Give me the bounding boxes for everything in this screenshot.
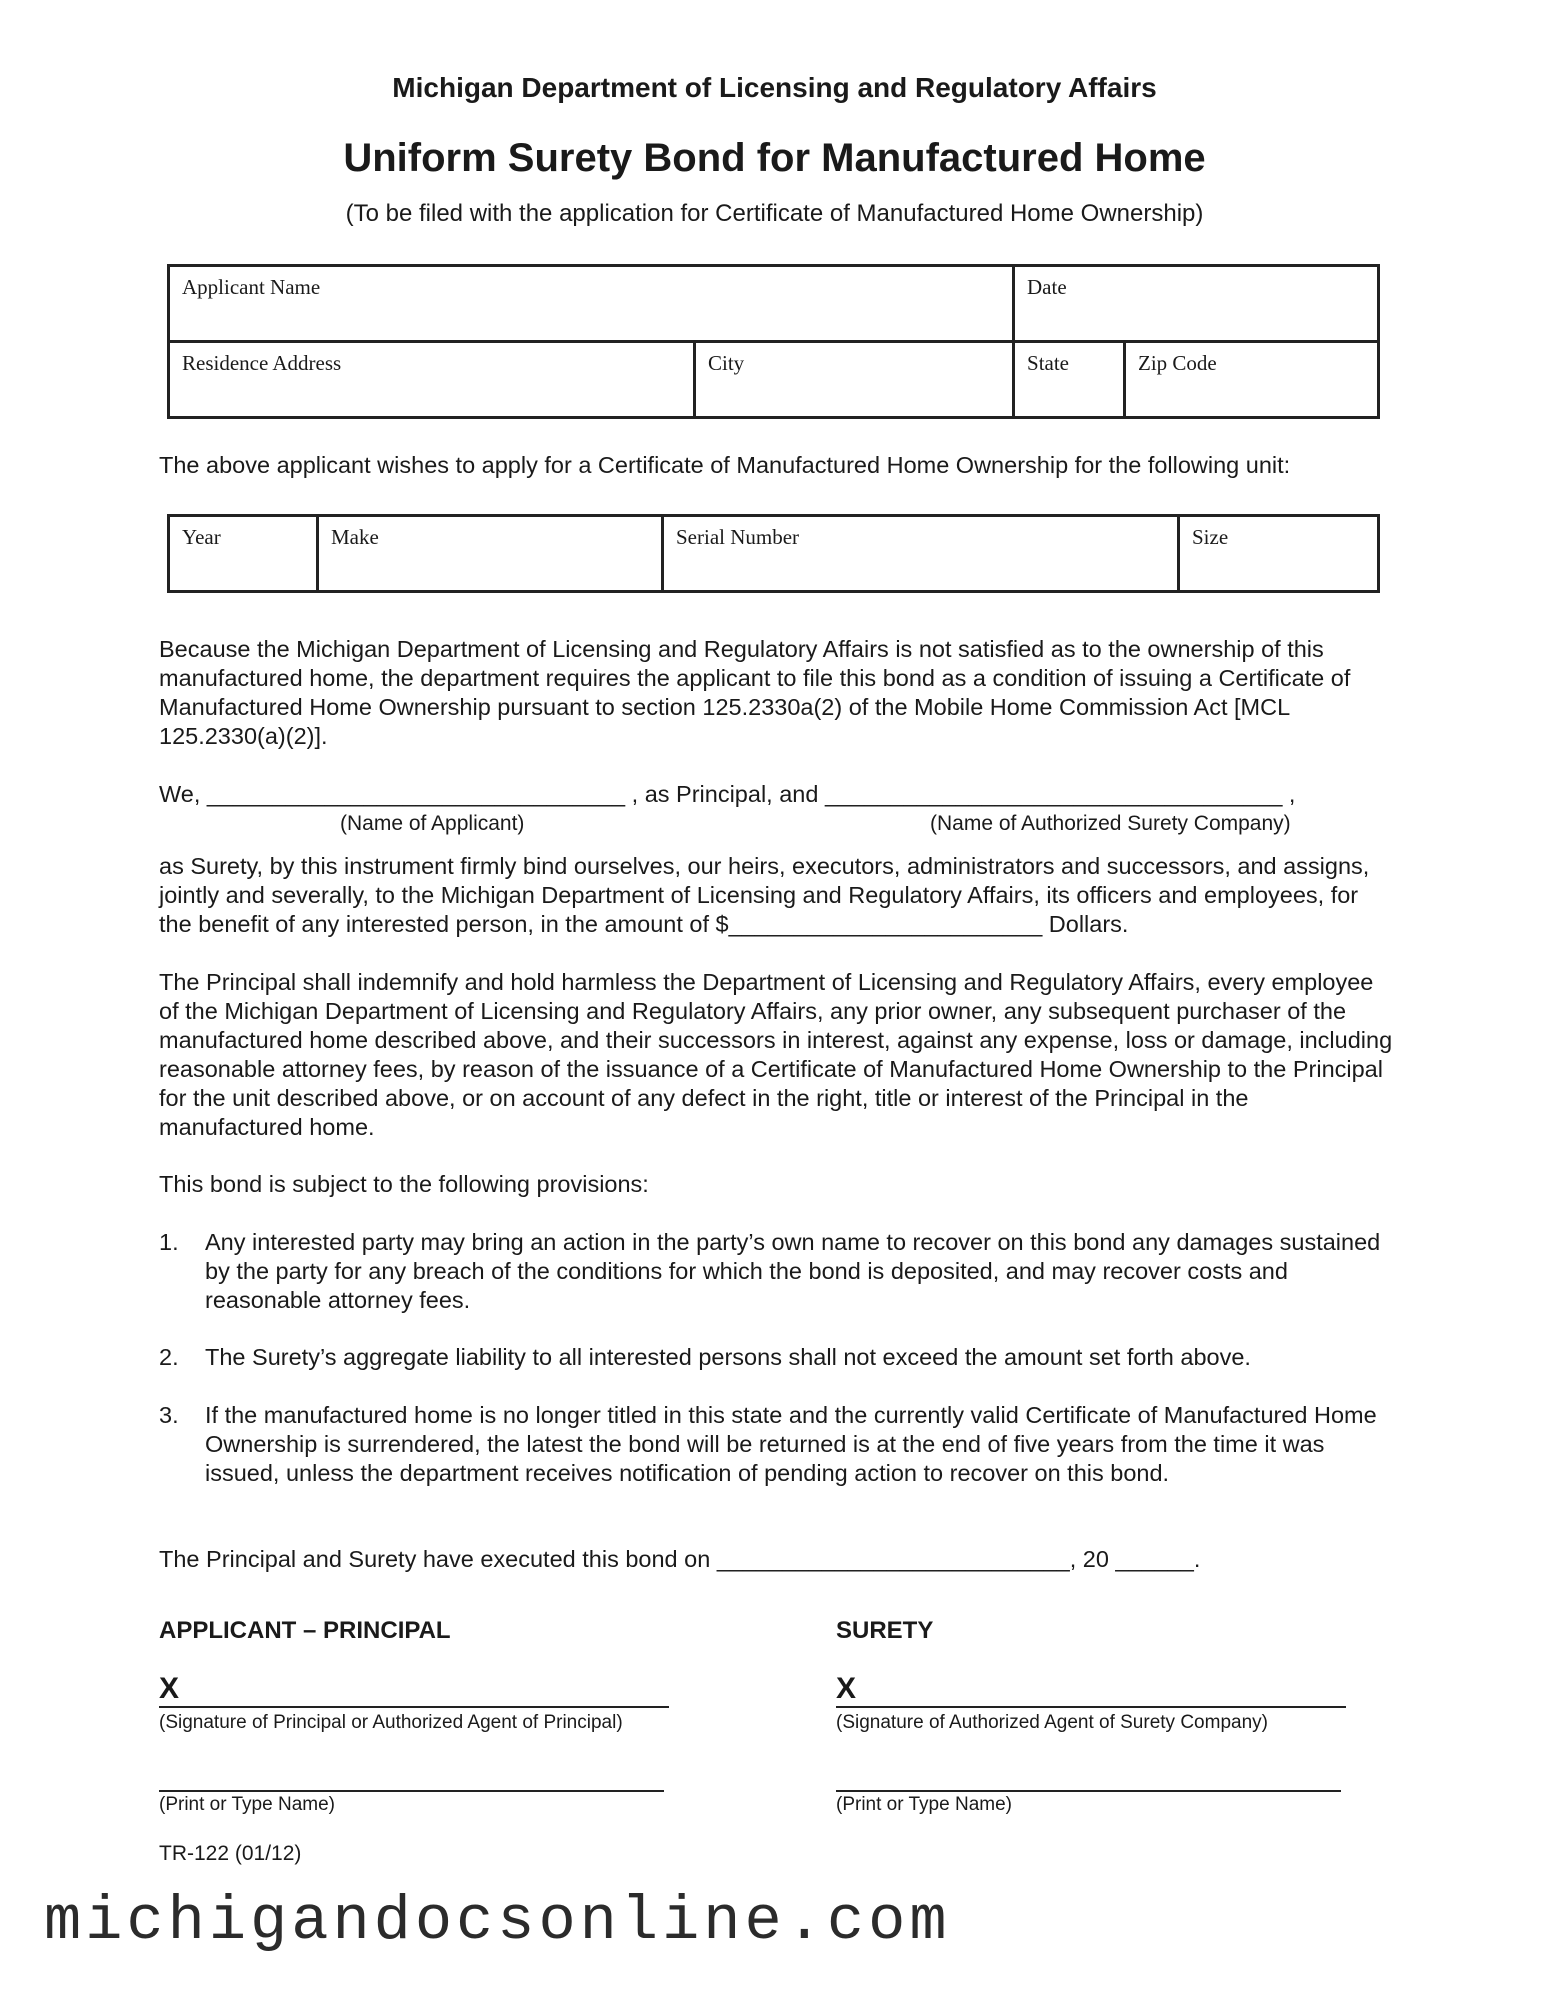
principal-surety-line[interactable]: We, ________________________________ , as Principal, and ___________________________________ , bbox=[159, 781, 1296, 807]
provision-number: 1. bbox=[159, 1229, 179, 1255]
make-label: Make bbox=[331, 525, 379, 549]
surety-print-name-caption: (Print or Type Name) bbox=[836, 1794, 1012, 1815]
serial-number-label: Serial Number bbox=[676, 525, 800, 549]
provision-text: If the manufactured home is no longer titled in this state and the currently valid Certificate of Manufactured Home Ownership is surrendered, the latest the bond will be returned is at the end of five years from the time it was issued, unless the department receives notification of pending action to recover on this bond. bbox=[205, 1402, 1377, 1486]
surety-signature-line[interactable] bbox=[836, 1672, 1346, 1708]
date-field[interactable] bbox=[1014, 266, 1379, 342]
form-title: Uniform Surety Bond for Manufactured Home bbox=[343, 136, 1206, 180]
principal-print-name-line[interactable] bbox=[159, 1756, 664, 1792]
year-label: Year bbox=[182, 525, 221, 549]
size-label: Size bbox=[1192, 525, 1229, 549]
applicant-name-label: Applicant Name bbox=[182, 275, 321, 299]
principal-signature-caption: (Signature of Principal or Authorized Agent of Principal) bbox=[159, 1712, 623, 1733]
make-field[interactable] bbox=[318, 516, 663, 592]
surety-heading: SURETY bbox=[836, 1617, 934, 1644]
name-of-applicant-caption: (Name of Applicant) bbox=[340, 812, 525, 835]
principal-signature-line[interactable] bbox=[159, 1672, 669, 1708]
form-code: TR-122 (01/12) bbox=[159, 1842, 302, 1865]
residence-address-label: Residence Address bbox=[182, 351, 342, 375]
principal-heading: APPLICANT – PRINCIPAL bbox=[159, 1617, 451, 1644]
execution-date-line[interactable]: The Principal and Surety have executed this bond on ___________________________, 20 ______. bbox=[159, 1546, 1201, 1572]
agency-name: Michigan Department of Licensing and Regulatory Affairs bbox=[392, 72, 1157, 103]
applicant-info-table bbox=[167, 264, 1380, 419]
state-label: State bbox=[1027, 351, 1070, 375]
form-subtitle: (To be filed with the application for Certificate of Manufactured Home Ownership) bbox=[345, 200, 1204, 227]
provision-item bbox=[159, 1401, 1394, 1521]
ownership-paragraph: Because the Michigan Department of Licensing and Regulatory Affairs is not satisfied as to the ownership of this manufactured home, the department requires the applicant to file this bond as a condition of issuing a Certificate of Manufactured Home Ownership pursuant to section 125.2330a(2) of the Mobile Home Commission Act [MCL 125.2330(a)(2)]. bbox=[159, 636, 1351, 749]
zip-code-label: Zip Code bbox=[1138, 351, 1217, 375]
state-field[interactable] bbox=[1014, 342, 1125, 418]
city-label: City bbox=[708, 351, 745, 375]
applicant-name-field[interactable] bbox=[169, 266, 1014, 342]
provision-number: 3. bbox=[159, 1402, 179, 1428]
bond-amount-paragraph: as Surety, by this instrument firmly bind ourselves, our heirs, executors, administrators and successors, and assigns, jointly and severally, to the Michigan Department of Licensing and Regulatory Affairs, its officers and employees, for the benefit of any interested person, in the amount of $________________________ Dollars. bbox=[159, 853, 1370, 937]
provision-number: 2. bbox=[159, 1344, 179, 1370]
city-field[interactable] bbox=[695, 342, 1014, 418]
year-field[interactable] bbox=[169, 516, 318, 592]
principal-print-name-caption: (Print or Type Name) bbox=[159, 1794, 335, 1815]
intro-text: The above applicant wishes to apply for a Certificate of Manufactured Home Ownership for the following unit: bbox=[159, 452, 1291, 478]
provision-item bbox=[159, 1343, 1394, 1373]
unit-info-table bbox=[167, 514, 1380, 593]
surety-print-name-line[interactable] bbox=[836, 1756, 1341, 1792]
provision-item bbox=[159, 1228, 1394, 1318]
signature-x-mark: X bbox=[159, 1672, 180, 1705]
residence-address-field[interactable] bbox=[169, 342, 695, 418]
signature-x-mark: X bbox=[836, 1672, 857, 1705]
indemnity-paragraph: The Principal shall indemnify and hold harmless the Department of Licensing and Regulatory Affairs, every employee of the Michigan Department of Licensing and Regulatory Affairs, any prior owner, any subsequent purchaser of the manufactured home described above, and their successors in interest, against any expense, loss or damage, including reasonable attorney fees, by reason of the issuance of a Certificate of Manufactured Home Ownership to the Principal for the unit described above, or on account of any defect in the right, title or interest of the Principal in the manufactured home. bbox=[159, 969, 1393, 1140]
site-watermark: michigandocsonline.com bbox=[44, 1886, 951, 1957]
provisions-intro: This bond is subject to the following provisions: bbox=[159, 1171, 649, 1197]
name-of-surety-caption: (Name of Authorized Surety Company) bbox=[930, 812, 1291, 835]
date-label: Date bbox=[1027, 275, 1067, 299]
provision-text: The Surety’s aggregate liability to all interested persons shall not exceed the amount set forth above. bbox=[205, 1344, 1251, 1370]
surety-signature-caption: (Signature of Authorized Agent of Surety Company) bbox=[836, 1712, 1268, 1733]
size-field[interactable] bbox=[1179, 516, 1379, 592]
zip-code-field[interactable] bbox=[1125, 342, 1379, 418]
provision-text: Any interested party may bring an action in the party’s own name to recover on this bond any damages sustained by the party for any breach of the conditions for which the bond is deposited, and may recover costs and reasonable attorney fees. bbox=[205, 1229, 1381, 1313]
serial-number-field[interactable] bbox=[663, 516, 1179, 592]
